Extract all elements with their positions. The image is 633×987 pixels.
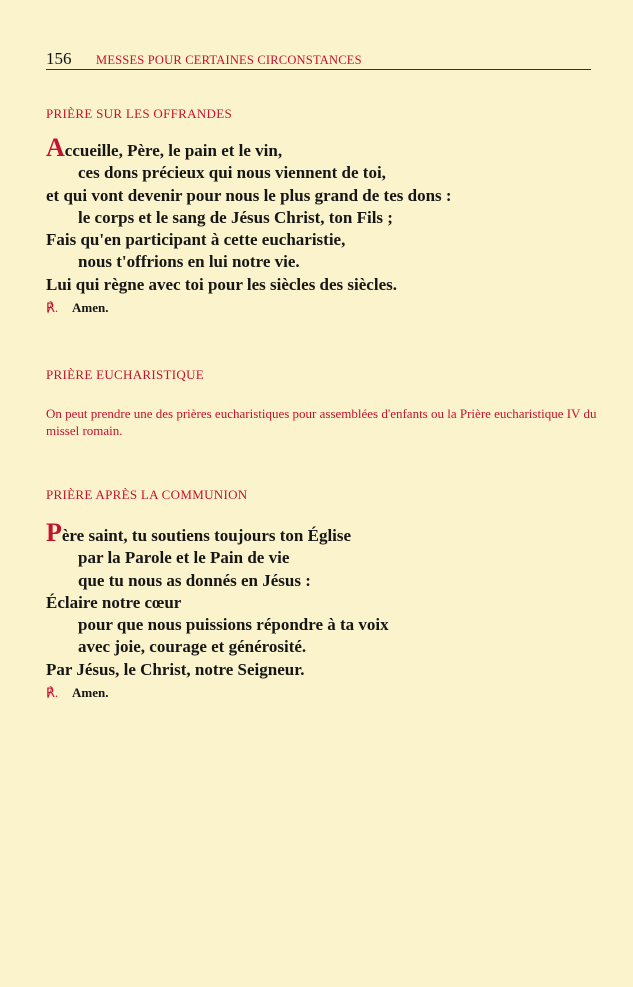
prayer-line: pour que nous puissions répondre à ta voix [78, 615, 389, 635]
response-symbol: ℟. [46, 300, 59, 315]
response-offrandes [46, 300, 108, 316]
prayer-line: nous t'offrions en lui notre vie. [78, 252, 300, 272]
section-title-offrandes: PRIÈRE SUR LES OFFRANDES [46, 106, 232, 121]
prayer-communion [46, 518, 606, 681]
section-title-communion: PRIÈRE APRÈS LA COMMUNION [46, 487, 248, 502]
prayer-line: le corps et le sang de Jésus Christ, ton Fils ; [78, 207, 393, 227]
prayer-offrandes [46, 133, 606, 296]
running-title: MESSES POUR CERTAINES CIRCONSTANCES [96, 53, 362, 67]
response-communion [46, 685, 108, 701]
prayer-line: et qui vont devenir pour nous le plus grand de tes dons : [46, 185, 452, 205]
prayer-line: ces dons précieux qui nous viennent de toi, [78, 163, 386, 183]
drop-cap: A [46, 133, 65, 162]
prayer-line: avec joie, courage et générosité. [78, 637, 307, 657]
section-title-eucharistique: PRIÈRE EUCHARISTIQUE [46, 367, 205, 382]
drop-cap: P [46, 518, 62, 547]
prayer-line: Accueille, Père, le pain et le vin, [46, 133, 283, 162]
prayer-line: par la Parole et le Pain de vie [78, 548, 290, 568]
header-rule [46, 69, 591, 70]
prayer-line: que tu nous as donnés en Jésus : [78, 570, 311, 590]
rubric-eucharistique: On peut prendre une des prières eucharistiques pour assemblées d'enfants ou la Prière eucharistique IV du missel romain. [46, 406, 597, 438]
page-number: 156 [46, 49, 72, 68]
response-text: Amen. [72, 685, 109, 700]
prayer-line: Fais qu'en participant à cette eucharistie, [46, 230, 346, 250]
response-text: Amen. [72, 300, 109, 315]
prayer-line: Éclaire notre cœur [46, 592, 182, 612]
prayer-line: Par Jésus, le Christ, notre Seigneur. [46, 659, 305, 679]
prayer-line: Père saint, tu soutiens toujours ton Église [46, 518, 352, 547]
page-header [46, 50, 591, 70]
prayer-line: Lui qui règne avec toi pour les siècles des siècles. [46, 274, 397, 294]
response-symbol: ℟. [46, 685, 59, 700]
